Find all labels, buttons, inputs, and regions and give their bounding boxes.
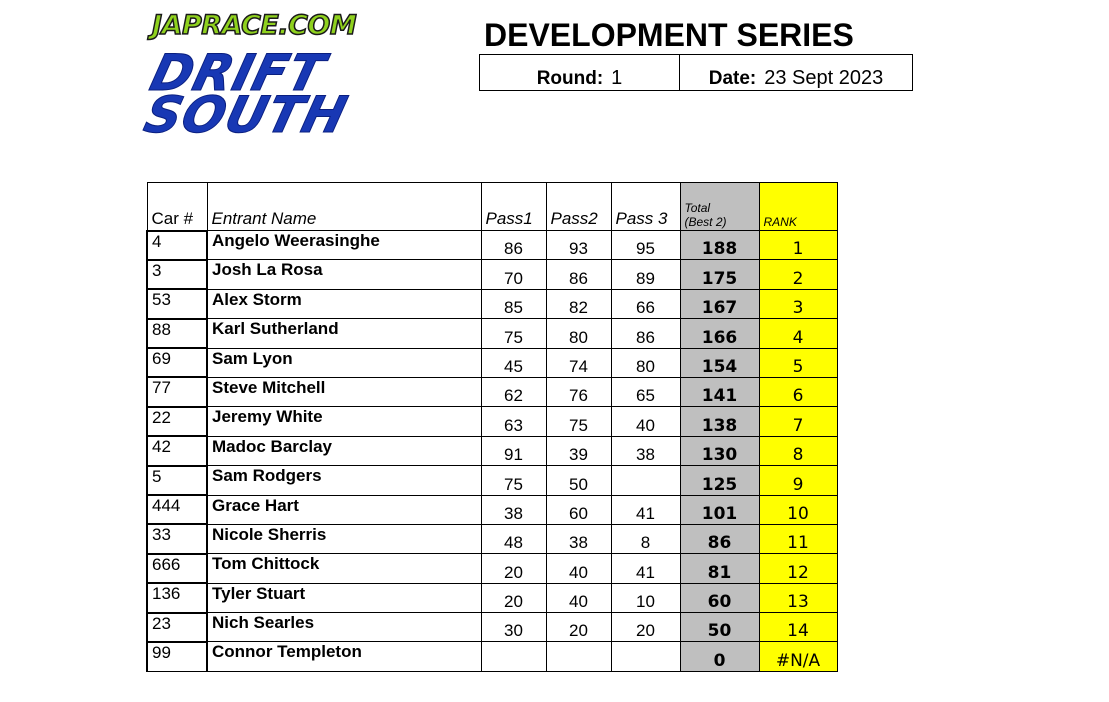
row-pass1: 48 (481, 524, 546, 553)
row-pass2: 86 (546, 260, 611, 289)
row-entrant-name: Nich Searles (207, 613, 481, 642)
row-pass1: 91 (481, 436, 546, 465)
row-car-number: 99 (147, 642, 207, 671)
row-car-number: 3 (147, 260, 207, 289)
row-rank: #N/A (759, 642, 837, 671)
row-rank: 12 (759, 554, 837, 583)
row-rank: 11 (759, 524, 837, 553)
row-car-number: 136 (147, 583, 207, 612)
row-pass3: 8 (611, 524, 680, 553)
row-car-number: 77 (147, 377, 207, 406)
header-name: Entrant Name (207, 183, 481, 231)
row-pass3: 20 (611, 613, 680, 642)
row-rank: 3 (759, 289, 837, 318)
row-entrant-name: Sam Rodgers (207, 466, 481, 495)
row-pass3: 95 (611, 231, 680, 260)
table-row (147, 554, 837, 583)
table-row (147, 524, 837, 553)
header-pass3: Pass 3 (611, 183, 680, 231)
row-pass1: 62 (481, 377, 546, 406)
row-pass1: 38 (481, 495, 546, 524)
results-table (146, 182, 838, 672)
row-pass3: 10 (611, 583, 680, 612)
series-title: DEVELOPMENT SERIES (484, 17, 854, 53)
row-pass2: 93 (546, 231, 611, 260)
row-entrant-name: Connor Templeton (207, 642, 481, 671)
row-pass2: 75 (546, 407, 611, 436)
row-pass1 (481, 642, 546, 671)
row-pass3: 65 (611, 377, 680, 406)
date-label: Date: (708, 68, 757, 89)
header-car: Car # (147, 183, 207, 231)
row-entrant-name: Madoc Barclay (207, 436, 481, 465)
row-pass3 (611, 642, 680, 671)
row-pass1: 63 (481, 407, 546, 436)
table-row (147, 231, 837, 260)
row-pass3: 66 (611, 289, 680, 318)
row-pass2: 82 (546, 289, 611, 318)
row-entrant-name: Tyler Stuart (207, 583, 481, 612)
row-pass2: 80 (546, 319, 611, 348)
table-row (147, 289, 837, 318)
table-row (147, 436, 837, 465)
row-pass3 (611, 466, 680, 495)
round-date-box (479, 54, 913, 91)
row-car-number: 42 (147, 436, 207, 465)
japrace-logo: JAPRACE.COM (152, 10, 357, 41)
table-row (147, 377, 837, 406)
row-car-number: 33 (147, 524, 207, 553)
row-car-number: 53 (147, 289, 207, 318)
row-total: 138 (680, 407, 759, 436)
row-pass2: 50 (546, 466, 611, 495)
round-cell (480, 55, 680, 90)
table-row (147, 613, 837, 642)
row-total: 81 (680, 554, 759, 583)
row-pass1: 86 (481, 231, 546, 260)
row-entrant-name: Jeremy White (207, 407, 481, 436)
row-total: 167 (680, 289, 759, 318)
table-row (147, 260, 837, 289)
header-total-line1: Total (684, 201, 711, 215)
row-pass2: 38 (546, 524, 611, 553)
row-total: 101 (680, 495, 759, 524)
row-rank: 9 (759, 466, 837, 495)
row-pass3: 89 (611, 260, 680, 289)
row-total: 175 (680, 260, 759, 289)
row-pass2: 40 (546, 554, 611, 583)
table-row (147, 319, 837, 348)
row-car-number: 666 (147, 554, 207, 583)
row-total: 0 (680, 642, 759, 671)
round-value: 1 (611, 67, 623, 89)
logo-line-1: DRIFT (144, 44, 332, 102)
row-total: 60 (680, 583, 759, 612)
date-cell (680, 55, 912, 90)
logo-line-2: SOUTH (138, 86, 354, 144)
row-pass2 (546, 642, 611, 671)
row-pass3: 80 (611, 348, 680, 377)
drift-south-logo (138, 44, 407, 144)
header-rank: RANK (759, 183, 837, 231)
header-row (147, 183, 837, 231)
table-row (147, 642, 837, 671)
row-rank: 2 (759, 260, 837, 289)
row-total: 188 (680, 231, 759, 260)
header-pass1: Pass1 (481, 183, 546, 231)
row-pass2: 39 (546, 436, 611, 465)
row-rank: 6 (759, 377, 837, 406)
header-total (680, 183, 759, 231)
row-rank: 14 (759, 613, 837, 642)
row-rank: 10 (759, 495, 837, 524)
row-entrant-name: Karl Sutherland (207, 319, 481, 348)
header-total-line2: (Best 2) (684, 215, 727, 229)
row-car-number: 69 (147, 348, 207, 377)
table-row (147, 348, 837, 377)
row-total: 86 (680, 524, 759, 553)
row-pass3: 41 (611, 554, 680, 583)
row-rank: 1 (759, 231, 837, 260)
table-row (147, 583, 837, 612)
row-rank: 5 (759, 348, 837, 377)
row-pass1: 20 (481, 583, 546, 612)
table-row (147, 407, 837, 436)
row-pass3: 38 (611, 436, 680, 465)
row-total: 50 (680, 613, 759, 642)
row-pass3: 40 (611, 407, 680, 436)
row-entrant-name: Josh La Rosa (207, 260, 481, 289)
row-car-number: 22 (147, 407, 207, 436)
row-car-number: 5 (147, 466, 207, 495)
row-rank: 13 (759, 583, 837, 612)
row-pass1: 45 (481, 348, 546, 377)
row-total: 154 (680, 348, 759, 377)
row-entrant-name: Alex Storm (207, 289, 481, 318)
row-pass2: 20 (546, 613, 611, 642)
row-pass2: 74 (546, 348, 611, 377)
row-pass2: 40 (546, 583, 611, 612)
row-total: 130 (680, 436, 759, 465)
row-car-number: 23 (147, 613, 207, 642)
table-row (147, 495, 837, 524)
row-entrant-name: Grace Hart (207, 495, 481, 524)
row-pass1: 70 (481, 260, 546, 289)
row-rank: 4 (759, 319, 837, 348)
row-rank: 8 (759, 436, 837, 465)
row-entrant-name: Tom Chittock (207, 554, 481, 583)
row-car-number: 444 (147, 495, 207, 524)
row-entrant-name: Sam Lyon (207, 348, 481, 377)
row-pass2: 76 (546, 377, 611, 406)
row-entrant-name: Nicole Sherris (207, 524, 481, 553)
row-total: 125 (680, 466, 759, 495)
row-car-number: 4 (147, 231, 207, 260)
row-total: 141 (680, 377, 759, 406)
row-pass1: 20 (481, 554, 546, 583)
row-car-number: 88 (147, 319, 207, 348)
row-pass3: 86 (611, 319, 680, 348)
row-pass1: 85 (481, 289, 546, 318)
table-row (147, 466, 837, 495)
row-rank: 7 (759, 407, 837, 436)
round-label: Round: (536, 68, 604, 89)
row-pass1: 75 (481, 319, 546, 348)
date-value: 23 Sept 2023 (764, 67, 884, 89)
row-pass1: 75 (481, 466, 546, 495)
row-entrant-name: Steve Mitchell (207, 377, 481, 406)
row-pass2: 60 (546, 495, 611, 524)
row-pass3: 41 (611, 495, 680, 524)
row-entrant-name: Angelo Weerasinghe (207, 231, 481, 260)
header-pass2: Pass2 (546, 183, 611, 231)
row-total: 166 (680, 319, 759, 348)
row-pass1: 30 (481, 613, 546, 642)
